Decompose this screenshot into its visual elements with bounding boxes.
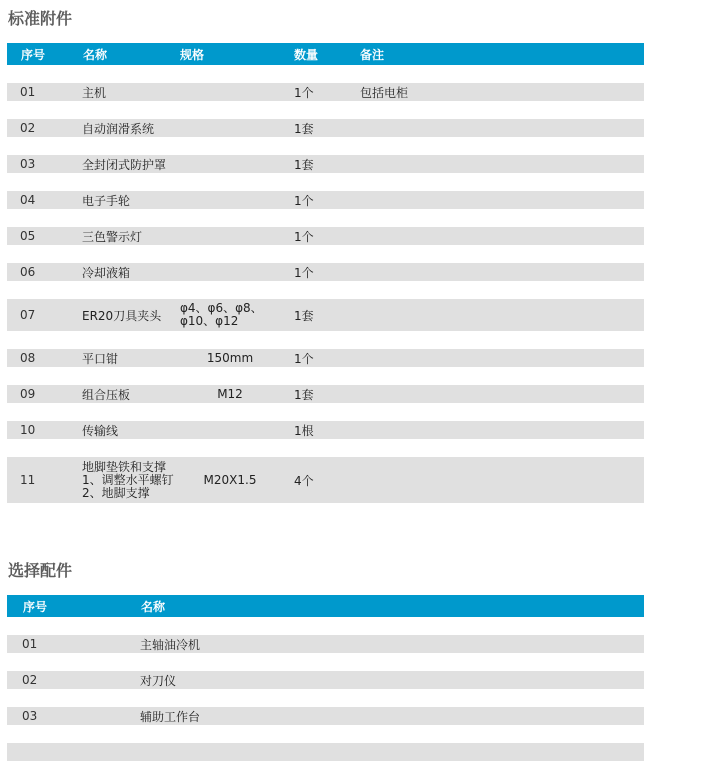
row-name: 主轴油冷机: [140, 637, 201, 652]
row-no: 11: [20, 473, 36, 487]
row-no: 01: [20, 85, 36, 99]
row-qty: 1个: [294, 193, 314, 208]
row-qty: 1套: [294, 308, 314, 323]
optional-accessories-title: 选择配件: [8, 561, 73, 580]
row-no: 07: [20, 308, 36, 322]
row-no: 02: [20, 121, 36, 135]
row-no: 10: [20, 423, 36, 437]
row-name: 三色警示灯: [82, 229, 143, 244]
row-no: 03: [20, 157, 36, 171]
row-no: 04: [20, 193, 36, 207]
row-qty: 1套: [294, 157, 314, 172]
row-qty: 1个: [294, 265, 314, 280]
row-name: 主机: [82, 85, 107, 100]
row-name: 地脚垫铁和支撑 1、调整水平螺钉 2、地脚支撑: [82, 459, 174, 500]
table-row: [7, 385, 644, 403]
row-name: ER20刀具夹头: [82, 308, 162, 323]
table-row: [7, 707, 644, 725]
table-row: [7, 421, 644, 439]
row-name: 对刀仪: [140, 673, 177, 688]
table-row: [7, 155, 644, 173]
row-name: 传输线: [82, 423, 119, 438]
optional-table-header: [7, 595, 644, 617]
table-row: [7, 671, 644, 689]
row-spec: φ4、φ6、φ8、φ10、φ12: [180, 301, 263, 328]
header-remark: 备注: [360, 47, 385, 62]
table-row: [7, 191, 644, 209]
row-spec: M12: [217, 387, 243, 401]
header-qty: 数量: [294, 47, 319, 62]
row-remark: 包括电柜: [360, 85, 409, 100]
table-row: [7, 349, 644, 367]
row-name: 平口钳: [82, 351, 119, 366]
row-name: 组合压板: [82, 387, 131, 402]
header-no: 序号: [21, 47, 46, 62]
row-qty: 1个: [294, 85, 314, 100]
row-qty: 1个: [294, 229, 314, 244]
row-no: 08: [20, 351, 36, 365]
table-row: [7, 299, 644, 331]
row-spec: 150mm: [206, 351, 254, 365]
table-row: [7, 119, 644, 137]
header-name: 名称: [141, 599, 166, 614]
table-row: [7, 83, 644, 101]
table-row: [7, 263, 644, 281]
table-row: [7, 743, 644, 761]
header-name: 名称: [83, 47, 108, 62]
header-no: 序号: [23, 599, 48, 614]
row-no: 01: [22, 637, 38, 651]
row-qty: 1个: [294, 351, 314, 366]
row-name: 辅助工作台: [140, 709, 201, 724]
row-name: 冷却液箱: [82, 265, 131, 280]
header-spec: 规格: [180, 47, 205, 62]
row-no: 03: [22, 709, 38, 723]
standard-accessories-title: 标准附件: [8, 9, 73, 28]
row-qty: 1根: [294, 423, 314, 438]
row-qty: 1套: [294, 387, 314, 402]
row-spec: M20X1.5: [203, 473, 257, 487]
standard-table-header: [7, 43, 644, 65]
row-no: 05: [20, 229, 36, 243]
row-name: 自动润滑系统: [82, 121, 155, 136]
row-no: 02: [22, 673, 38, 687]
table-row: [7, 635, 644, 653]
row-qty: 4个: [294, 473, 314, 488]
row-name: 电子手轮: [82, 193, 131, 208]
row-name: 全封闭式防护罩: [82, 157, 167, 172]
row-no: 06: [20, 265, 36, 279]
row-qty: 1套: [294, 121, 314, 136]
row-no: 09: [20, 387, 36, 401]
table-row: [7, 227, 644, 245]
table-row: [7, 457, 644, 503]
